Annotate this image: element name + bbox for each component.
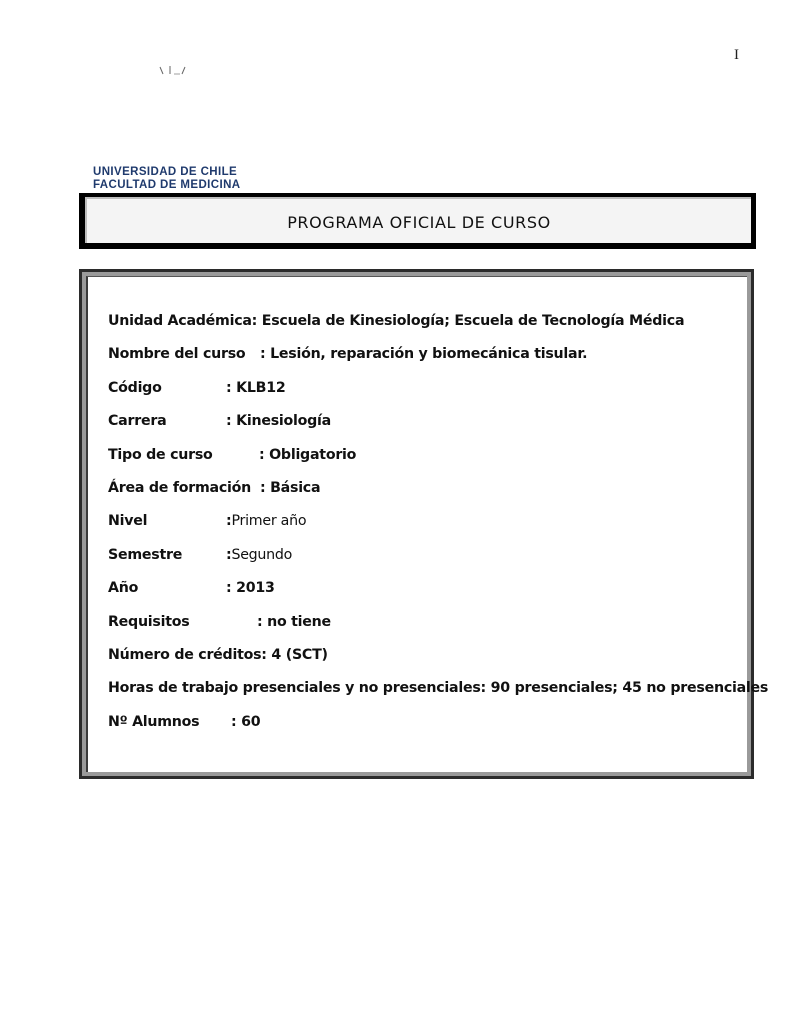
area-value: : Básica [260,479,321,496]
anio-value: : 2013 [226,580,275,597]
carrera-value: : Kinesiología [226,413,331,430]
row-nivel [108,505,747,538]
semestre-colon: : [226,546,232,563]
unidad-text: Unidad Académica: Escuela de Kinesiología; Escuela de Tecnología Médica [108,313,685,329]
area-label: Área de formación [108,479,251,496]
row-codigo [108,372,747,405]
row-carrera [108,405,747,438]
semestre-value: Segundo [231,546,293,563]
alumnos-value: : 60 [231,713,261,730]
course-info-content [86,276,769,772]
creditos-text: Número de créditos: 4 (SCT) [108,646,328,663]
faded-logo-mark [158,64,192,76]
anio-label: Año [108,580,139,597]
row-nombre [108,338,747,371]
row-alumnos [108,706,747,739]
page-number: I [734,47,739,63]
codigo-value: : KLB12 [226,379,286,396]
nombre-label: Nombre del curso [108,346,246,363]
university-name: UNIVERSIDAD DE CHILE [93,166,238,178]
nivel-colon: : [226,513,232,530]
row-creditos [108,639,747,672]
codigo-label: Código [108,379,162,396]
row-semestre [108,539,747,572]
row-tipo [108,439,747,472]
row-anio [108,572,747,605]
row-area [108,472,747,505]
tipo-value: : Obligatorio [259,446,357,463]
tipo-label: Tipo de curso [108,446,213,463]
requisitos-value: : no tiene [257,613,331,630]
title-inner [85,197,751,243]
requisitos-label: Requisitos [108,613,190,630]
nivel-value: Primer año [231,513,307,530]
row-horas [108,672,769,705]
row-unidad [108,305,747,338]
nombre-value: : Lesión, reparación y biomecánica tisular. [260,346,588,363]
university-header [93,166,240,192]
title-box [79,193,756,249]
course-info-box [79,269,769,779]
faculty-name: FACULTAD DE MEDICINA [93,179,241,191]
row-requisitos [108,606,747,639]
carrera-label: Carrera [108,413,167,430]
document-title: PROGRAMA OFICIAL DE CURSO [287,212,551,232]
semestre-label: Semestre [108,546,183,563]
nivel-label: Nivel [108,513,148,530]
horas-text: Horas de trabajo presenciales y no presenciales: 90 presenciales; 45 no presenciales [108,680,769,697]
alumnos-label: Nº Alumnos [108,713,200,730]
